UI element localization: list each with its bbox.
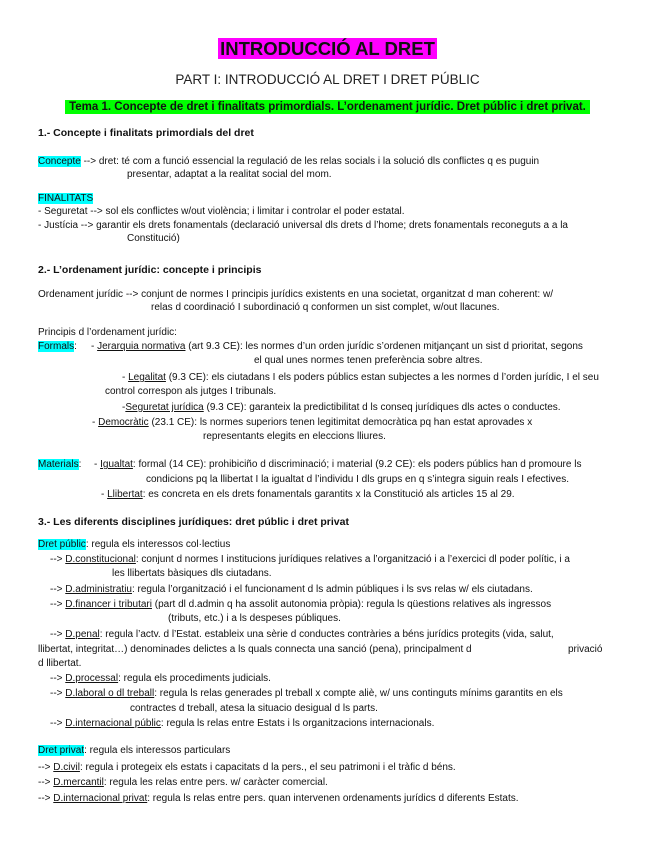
dret-privat-line: Dret privat: regula els interessos particulars [38,745,231,756]
section-1-heading: 1.- Concepte i finalitats primordials del dret [38,127,254,139]
laboral-term: D.laboral o dl treball [65,688,155,699]
seguretat-juridica-line: -Seguretat jurídica (9.3 CE): garanteix la predictibilitat d ls conseq jurídiques dls actes o conductes. [122,402,561,413]
principis-heading: Principis d l’ordenament jurídic: [38,327,177,338]
part-subtitle: PART I: INTRODUCCIÓ AL DRET I DRET PÚBLIC [175,72,480,87]
section-3-heading: 3.- Les diferents disciplines jurídiques: dret públic i dret privat [38,516,349,528]
processal-term: D.processal [65,673,119,684]
civil-line: --> D.civil: regula i protegeix els estats i capacitats d la pers., el seu patrimoni i el tràfic d béns. [38,762,456,773]
financer-line-2: (tributs, etc.) i a ls despeses públiques. [168,613,341,624]
penal-line-2-end: privació [568,644,603,655]
internacional-privat-term: D.internacional privat [53,793,148,804]
section-2-heading: 2.- L’ordenament jurídic: concepte i principis [38,264,262,276]
finalitat-justicia-cont: Constitució) [127,233,180,244]
igualtat-line-1: - Igualtat: formal (14 CE): prohibiciño d discriminació; i material (9.2 CE): els poders públics han d promoure ls [94,459,582,470]
laboral-line-1: --> D.laboral o dl treball: regula ls relas generades pl treball x compte aliè, w/ uns continguts mínims garantits en els [50,688,563,699]
democratic-line-2: representants elegits en eleccions lliures. [203,431,386,442]
mercantil-term: D.mercantil [53,777,104,788]
laboral-line-2: contractes d treball, atesa la situacio desigual d ls parts. [130,703,378,714]
penal-line-2: llibertat, integritat…) denominades delictes a ls quals connecta una sanció (pena), principalment d [38,644,472,655]
llibertat-line: - Llibertat: es concreta en els drets fonamentals garantits x la Constitució als articles 15 al 29. [101,489,515,500]
materials-row: Materials: [38,459,82,470]
jerarquia-line-2: el qual unes normes tenen preferència sobre altres. [254,355,483,366]
igualtat-line-2: condicions pq la llibertat I la igualtat d l’individu I dls grups en q s’integra siguin reals I efectives. [146,474,570,485]
ordenament-line-1: Ordenament jurídic --> conjunt de normes I principis jurídics existents en una societat, organitzat d man coherent: w/ [38,289,553,300]
financer-term: D.financer i tributari [65,599,152,610]
formals-label: Formals [38,341,75,352]
penal-term: D.penal [65,629,100,640]
concept-line-2: presentar, adaptat a la realitat social del mom. [127,169,332,180]
constitucional-line-2: les llibertats bàsiques dls ciutadans. [112,568,272,579]
internacional-public-line: --> D.internacional públic: regula ls relas entre Estats i ls organitzacions internacionals. [50,718,435,729]
democratic-term: Democràtic [98,417,149,428]
internacional-privat-line: --> D.internacional privat: regula ls relas entre pers. quan intervenen ordenaments jurídics d diferents Estats. [38,793,519,804]
topic-heading: Tema 1. Concepte de dret i finalitats primordials. L’ordenament jurídic. Dret públic i dret privat. [0,98,655,116]
civil-term: D.civil [53,762,80,773]
democratic-line-1: - Democràtic (23.1 CE): ls normes superiors tenen legitimitat democràtica pq han estat aprovades x [92,417,533,428]
concept-line-1: Concepte --> dret: té com a funció essencial la regulació de les relas socials i la solució dls conflictes q es puguin [38,156,540,167]
internacional-public-term: D.internacional públic [65,718,161,729]
concept-label: Concepte [38,156,81,167]
materials-label: Materials [38,459,79,470]
dret-public-label: Dret públic [38,539,86,550]
document-title: INTRODUCCIÓ AL DRET [220,38,435,59]
administratiu-term: D.administratiu [65,584,132,595]
finalitat-justicia: - Justícia --> garantir els drets fonamentals (declaració universal dls drets d l’home; drets fonamentals reconeguts a a la [38,220,568,231]
mercantil-line: --> D.mercantil: regula les relas entre pers. w/ caràcter comercial. [38,777,328,788]
penal-line-3: d llibertat. [38,658,82,669]
dret-public-line: Dret públic: regula els interessos col·lectius [38,539,231,550]
llibertat-term: Llibertat [107,489,143,500]
penal-line-1: --> D.penal: regula l’actv. d l’Estat. estableix una sèrie d conductes contràries a béns jurídics protegits (vida, salut, [50,629,554,640]
igualtat-term: Igualtat [100,459,133,470]
legalitat-term: Legalitat [128,372,166,383]
financer-line-1: --> D.financer i tributari (part dl d.admin q ha assolit autonomia pròpia): regula ls qüestions relatives als ingressos [50,599,552,610]
constitucional-line-1: --> D.constitucional: conjunt d normes I institucions jurídiques relatives a l’organització i a l’exercici dl poder polític, i a [50,554,570,565]
finalitat-seguretat: - Seguretat --> sol els conflictes w/out violència; i limitar i controlar el poder estatal. [38,206,405,217]
formals-row: Formals: [38,341,77,352]
ordenament-line-2: relas d coordinació I subordinació q conformen un sist complet, w/out llacunes. [151,302,500,313]
constitucional-term: D.constitucional [65,554,136,565]
processal-line: --> D.processal: regula els procediments judicials. [50,673,271,684]
jerarquia-term: Jerarquia normativa [97,341,186,352]
seguretat-juridica-term: Seguretat jurídica [125,402,204,413]
legalitat-line-1: - Legalitat (9.3 CE): els ciutadans I els poders públics estan subjectes a les normes d l’orden jurídic, I el seu [122,372,599,383]
dret-privat-label: Dret privat [38,745,85,756]
legalitat-line-2: control correspon als jutges I tribunals. [105,386,277,397]
jerarquia-line-1: - Jerarquia normativa (art 9.3 CE): les normes d’un orden jurídic s’ordenen mitjançant un sist d prioritat, segons [91,341,583,352]
administratiu-line: --> D.administratiu: regula l’organització i el funcionament d ls admin públiques i ls svs relas w/ els ciutadans. [50,584,533,595]
finalitats-label: FINALITATS [38,193,94,204]
